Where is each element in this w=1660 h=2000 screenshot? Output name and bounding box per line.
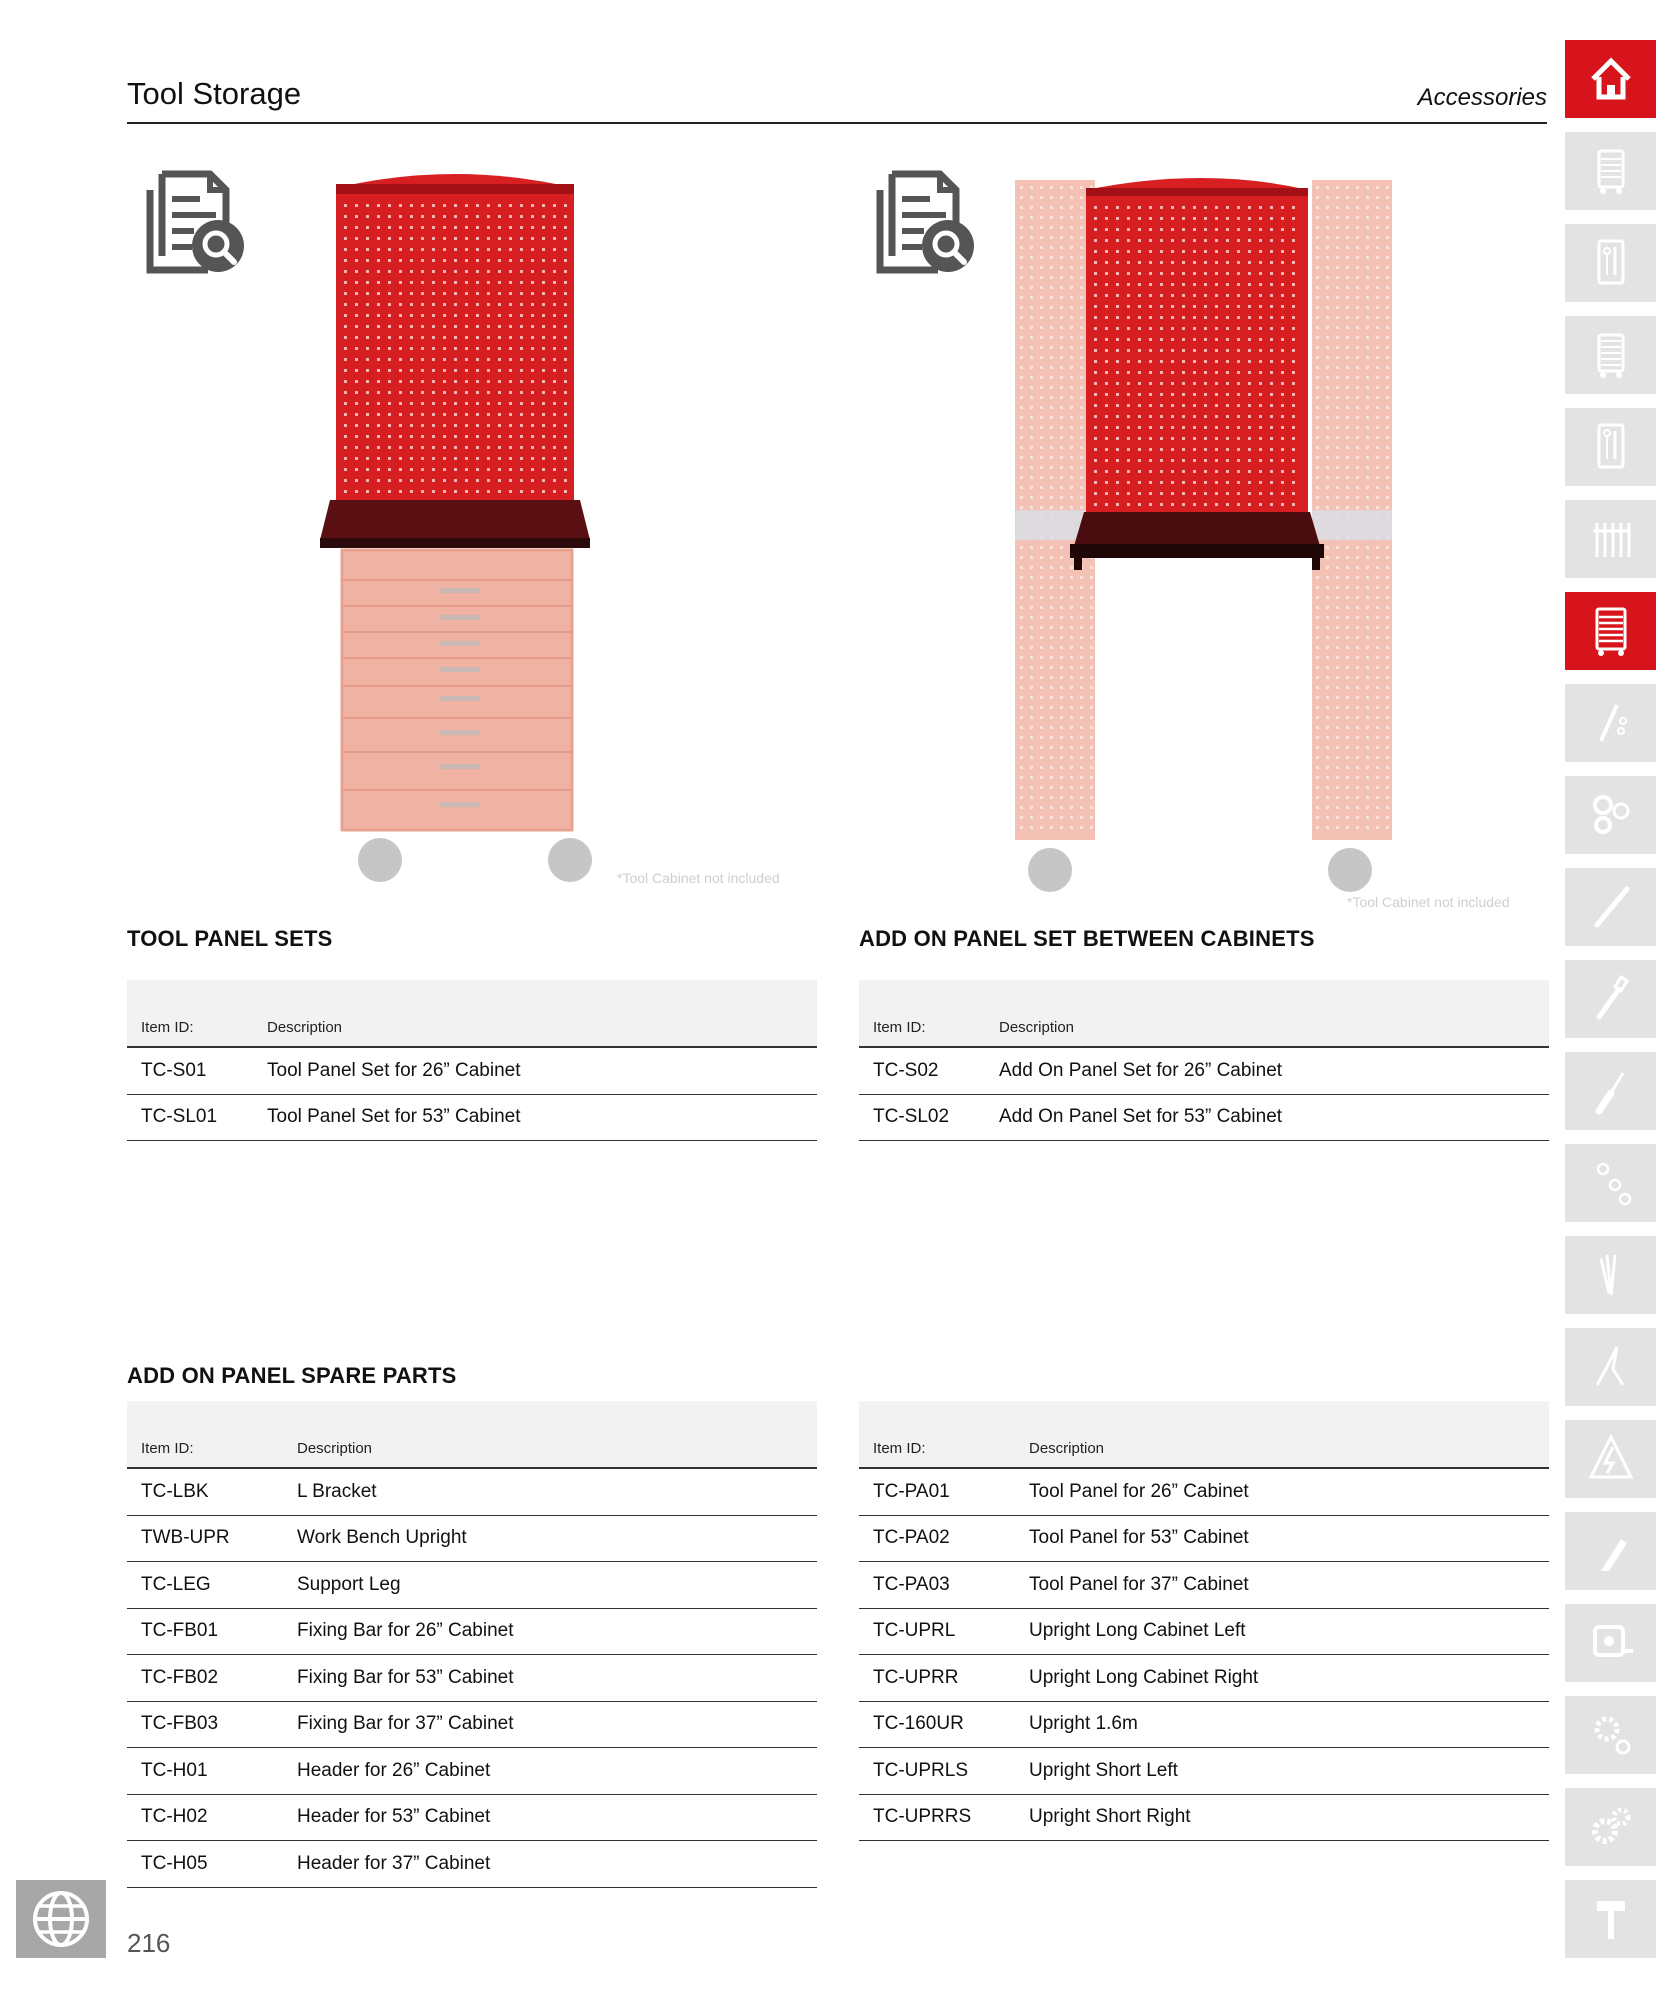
description-cell: Tool Panel for 37” Cabinet	[1029, 1573, 1249, 1595]
sidebar-item-bits[interactable]	[1565, 1144, 1656, 1222]
item-id-cell: TC-SL02	[873, 1106, 950, 1128]
item-id-cell: TC-H01	[141, 1759, 208, 1781]
electrical-icon	[1587, 1433, 1635, 1485]
wrench-icon	[1587, 973, 1635, 1025]
table-row	[859, 1516, 1549, 1563]
item-id-cell: TC-FB01	[141, 1620, 219, 1642]
spare-parts-right-table	[859, 1401, 1549, 1841]
table-row	[127, 1048, 817, 1095]
item-id-cell: TC-PA01	[873, 1480, 950, 1502]
item-id-cell: TC-PA02	[873, 1527, 950, 1549]
tool-chest-icon	[1587, 329, 1635, 381]
sidebar-item-tool-chest[interactable]	[1565, 316, 1656, 394]
page-number: 216	[127, 1928, 171, 1958]
column-header-description: Description	[267, 1019, 343, 1036]
section-label: Accessories	[1417, 84, 1547, 111]
description-cell: Add On Panel Set for 26” Cabinet	[999, 1059, 1283, 1081]
description-cell: Fixing Bar for 26” Cabinet	[297, 1620, 514, 1642]
description-cell: Upright Short Right	[1029, 1806, 1191, 1828]
sidebar-item-pliers[interactable]	[1565, 1328, 1656, 1406]
spare-parts-title: ADD ON PANEL SPARE PARTS	[127, 1363, 457, 1388]
sidebar-item-wrench[interactable]	[1565, 960, 1656, 1038]
item-id-cell: TC-S02	[873, 1059, 939, 1081]
sidebar-item-gears[interactable]	[1565, 1788, 1656, 1866]
add-on-panel-set-table	[859, 980, 1549, 1141]
description-cell: Header for 37” Cabinet	[297, 1852, 491, 1874]
sidebar-item-screwdriver[interactable]	[1565, 1052, 1656, 1130]
tool-board-icon	[1587, 421, 1635, 473]
sidebar-item-hex-key[interactable]	[1565, 684, 1656, 762]
category-sidebar	[1565, 40, 1656, 1972]
item-id-cell: TC-FB03	[141, 1713, 219, 1735]
sockets-icon	[1587, 789, 1635, 841]
description-cell: Header for 53” Cabinet	[297, 1806, 491, 1828]
table-row	[127, 1841, 817, 1888]
sidebar-item-tool-board[interactable]	[1565, 408, 1656, 486]
item-id-cell: TC-160UR	[873, 1713, 964, 1735]
sidebar-item-cutter[interactable]	[1565, 1512, 1656, 1590]
sidebar-item-measuring-tape[interactable]	[1565, 1604, 1656, 1682]
item-id-cell: TC-SL01	[141, 1106, 218, 1128]
column-header-item-id: Item ID:	[873, 1440, 926, 1457]
table-row	[859, 1748, 1549, 1795]
column-header-description: Description	[999, 1019, 1075, 1036]
torque-wrench-icon	[1587, 881, 1635, 933]
globe-icon	[31, 1889, 91, 1949]
table-row	[859, 1702, 1549, 1749]
right-product-note: *Tool Cabinet not included	[1347, 894, 1510, 910]
description-cell: Header for 26” Cabinet	[297, 1759, 491, 1781]
table-row	[859, 1655, 1549, 1702]
description-cell: Tool Panel Set for 26” Cabinet	[267, 1059, 521, 1081]
table-row	[127, 1655, 817, 1702]
table-row	[859, 1609, 1549, 1656]
item-id-cell: TC-UPRRS	[873, 1806, 972, 1828]
table-header	[127, 1401, 817, 1469]
tool-cabinet-icon	[1587, 145, 1635, 197]
tool-panel-sets-title: TOOL PANEL SETS	[127, 926, 333, 951]
column-header-item-id: Item ID:	[873, 1019, 926, 1036]
tool-panel-set-image	[290, 160, 620, 890]
left-product-note: *Tool Cabinet not included	[617, 870, 780, 886]
item-id-cell: TC-LBK	[141, 1480, 209, 1502]
wrench-rack-icon	[1587, 513, 1635, 565]
sidebar-item-tool-cabinet[interactable]	[1565, 132, 1656, 210]
measuring-tape-icon	[1587, 1617, 1635, 1669]
header-divider	[127, 122, 1547, 124]
description-cell: Tool Panel for 26” Cabinet	[1029, 1480, 1249, 1502]
gear-chain-icon	[1587, 1709, 1635, 1761]
sidebar-item-electrical[interactable]	[1565, 1420, 1656, 1498]
tool-storage-icon	[1587, 605, 1635, 657]
hammer-icon	[1587, 1893, 1635, 1945]
item-id-cell: TC-LEG	[141, 1573, 211, 1595]
sidebar-item-torque-wrench[interactable]	[1565, 868, 1656, 946]
sidebar-item-wrench-rack[interactable]	[1565, 500, 1656, 578]
gears-icon	[1587, 1801, 1635, 1853]
item-id-cell: TC-FB02	[141, 1666, 219, 1688]
description-cell: Upright 1.6m	[1029, 1713, 1138, 1735]
item-id-cell: TC-S01	[141, 1059, 207, 1081]
table-row	[859, 1095, 1549, 1142]
screwdriver-icon	[1587, 1065, 1635, 1117]
column-header-description: Description	[297, 1440, 373, 1457]
sidebar-item-hammer[interactable]	[1565, 1880, 1656, 1958]
table-header	[859, 980, 1549, 1048]
description-cell: Upright Long Cabinet Left	[1029, 1620, 1246, 1642]
table-row	[127, 1795, 817, 1842]
sidebar-item-tool-panel[interactable]	[1565, 224, 1656, 302]
column-header-item-id: Item ID:	[141, 1440, 194, 1457]
document-search-icon[interactable]	[868, 166, 978, 276]
table-row	[859, 1469, 1549, 1516]
table-row	[127, 1562, 817, 1609]
description-cell: L Bracket	[297, 1480, 377, 1502]
item-id-cell: TC-UPRR	[873, 1666, 959, 1688]
item-id-cell: TC-H05	[141, 1852, 208, 1874]
sidebar-item-pliers-set[interactable]	[1565, 1236, 1656, 1314]
item-id-cell: TWB-UPR	[141, 1527, 230, 1549]
item-id-cell: TC-UPRL	[873, 1620, 956, 1642]
bits-icon	[1587, 1157, 1635, 1209]
table-row	[127, 1702, 817, 1749]
description-cell: Add On Panel Set for 53” Cabinet	[999, 1106, 1283, 1128]
spare-parts-left-table	[127, 1401, 817, 1888]
table-row	[859, 1562, 1549, 1609]
description-cell: Fixing Bar for 37” Cabinet	[297, 1713, 514, 1735]
description-cell: Upright Short Left	[1029, 1759, 1178, 1781]
sidebar-item-gear-chain[interactable]	[1565, 1696, 1656, 1774]
description-cell: Work Bench Upright	[297, 1527, 467, 1549]
description-cell: Tool Panel for 53” Cabinet	[1029, 1527, 1249, 1549]
home-icon	[1587, 53, 1635, 105]
hex-key-icon	[1587, 697, 1635, 749]
add-on-panel-set-image	[1010, 160, 1400, 900]
sidebar-item-home[interactable]	[1565, 40, 1656, 118]
table-row	[127, 1095, 817, 1142]
sidebar-item-tool-storage[interactable]	[1565, 592, 1656, 670]
description-cell: Fixing Bar for 53” Cabinet	[297, 1666, 514, 1688]
item-id-cell: TC-H02	[141, 1806, 208, 1828]
pliers-icon	[1587, 1341, 1635, 1393]
tool-panel-icon	[1587, 237, 1635, 289]
item-id-cell: TC-PA03	[873, 1573, 950, 1595]
table-row	[127, 1469, 817, 1516]
table-row	[859, 1795, 1549, 1842]
document-search-icon[interactable]	[138, 166, 248, 276]
table-row	[127, 1748, 817, 1795]
add-on-panel-set-title: ADD ON PANEL SET BETWEEN CABINETS	[859, 926, 1315, 951]
description-cell: Support Leg	[297, 1573, 401, 1595]
table-header	[127, 980, 817, 1048]
pliers-set-icon	[1587, 1249, 1635, 1301]
description-cell: Upright Long Cabinet Right	[1029, 1666, 1259, 1688]
table-row	[859, 1048, 1549, 1095]
description-cell: Tool Panel Set for 53” Cabinet	[267, 1106, 521, 1128]
page-title: Tool Storage	[127, 76, 302, 111]
column-header-description: Description	[1029, 1440, 1105, 1457]
globe-button[interactable]	[16, 1880, 106, 1958]
cutter-icon	[1587, 1525, 1635, 1577]
table-row	[127, 1516, 817, 1563]
table-row	[127, 1609, 817, 1656]
table-header	[859, 1401, 1549, 1469]
column-header-item-id: Item ID:	[141, 1019, 194, 1036]
tool-panel-sets-table	[127, 980, 817, 1141]
sidebar-item-sockets[interactable]	[1565, 776, 1656, 854]
item-id-cell: TC-UPRLS	[873, 1759, 969, 1781]
